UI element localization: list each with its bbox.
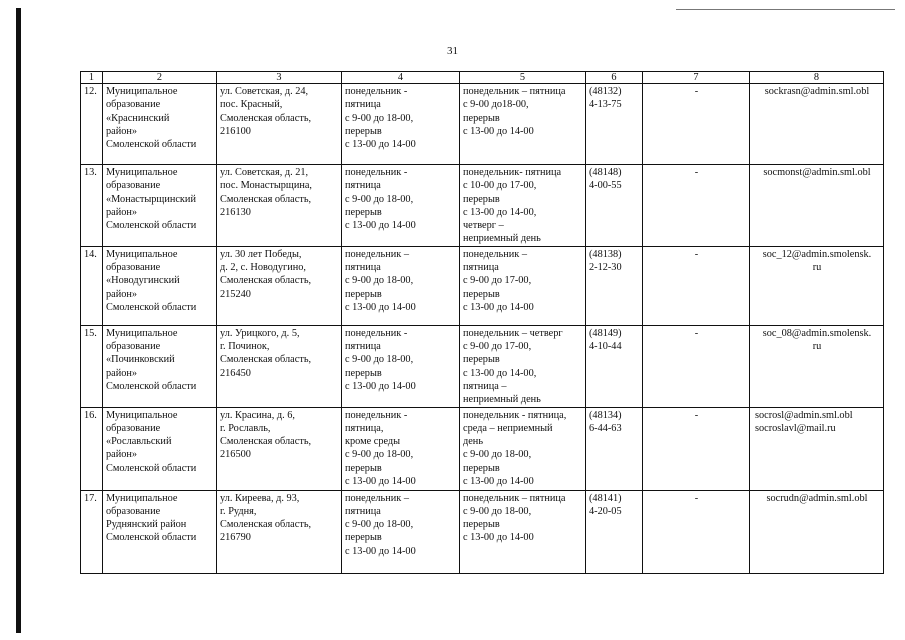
address-cell-line: ул. Советская, д. 21, [220,167,309,178]
phone-cell-line: 4-13-75 [589,99,622,111]
organization-cell-line: район» [106,367,138,379]
address-cell-line: Смоленская область, [220,112,312,124]
work-hours-cell-line: кроме среды [345,436,401,448]
table-row [81,325,884,407]
work-hours-cell-line: понедельник - [345,167,408,178]
column-7-cell: - [643,165,750,247]
reception-hours-cell-line: понедельник – четверг [463,327,563,339]
reception-hours-cell-line: с 13-00 до 14-00, [463,206,537,218]
row-number: 17. [81,490,103,573]
address-cell-line: ул. Урицкого, д. 5, [220,327,300,339]
table-row [81,407,884,490]
reception-hours-cell [460,407,586,490]
email-cell-line: soc_12@admin.smolensk. [762,248,872,260]
email-cell-line: socmonst@admin.sml.obl [763,167,871,178]
organization-cell-line: район» [106,288,138,300]
organization-cell [103,246,217,325]
work-hours-cell [342,407,460,490]
organization-cell-line: Муниципальное [106,327,178,339]
table-row [81,165,884,247]
column-number: 3 [217,72,342,84]
organization-cell-line: образование [106,180,161,192]
phone-cell [586,325,643,407]
phone-cell [586,84,643,165]
address-cell-line: Смоленская область, [220,436,312,448]
organization-cell-line: образование [106,262,161,274]
column-number: 6 [586,72,643,84]
work-hours-cell-line: с 13-00 до 14-00 [345,301,416,313]
row-number: 15. [81,325,103,407]
phone-cell-line: 4-20-05 [589,505,622,517]
organization-cell-line: «Новодугинский [106,275,180,287]
organization-cell-line: образование [106,505,161,517]
reception-hours-cell-line: с 9-00 до 18-00, [463,505,532,517]
phone-cell-line: (48149) [589,327,622,339]
organization-cell-line: Руднянский район [106,519,187,531]
organization-cell-line: Муниципальное [106,167,178,178]
organization-cell-line: район» [106,206,138,218]
phone-cell-line: (48138) [589,248,622,260]
address-cell-line: 216450 [220,367,251,379]
phone-cell-line: (48148) [589,167,622,178]
work-hours-cell-line: с 13-00 до 14-00 [345,139,416,151]
reception-hours-cell-line: неприемный день [463,394,541,406]
reception-hours-cell-line: с 13-00 до 14-00 [463,301,534,313]
work-hours-cell-line: с 9-00 до 18-00, [345,449,414,461]
reception-hours-cell-line: понедельник - пятница, [463,409,567,421]
work-hours-cell-line: перерыв [345,288,382,300]
email-cell [750,325,884,407]
email-cell [750,490,884,573]
address-cell-line: Смоленская область, [220,193,312,205]
organization-cell [103,84,217,165]
phone-cell-line: 4-00-55 [589,180,622,192]
reception-hours-cell-line: понедельник- пятница [463,167,562,178]
address-cell-line: 216790 [220,532,251,544]
address-cell [217,84,342,165]
address-cell [217,246,342,325]
work-hours-cell-line: с 9-00 до 18-00, [345,275,414,287]
work-hours-cell-line: с 13-00 до 14-00 [345,380,416,392]
address-cell-line: г. Рудня, [220,505,257,517]
address-cell-line: ул. Киреева, д. 93, [220,492,300,504]
reception-hours-cell-line: неприемный день [463,233,541,245]
reception-hours-cell [460,325,586,407]
work-hours-cell-line: с 9-00 до 18-00, [345,519,414,531]
email-cell [750,165,884,247]
organization-cell [103,407,217,490]
organization-cell-line: образование [106,99,161,111]
column-7-cell: - [643,246,750,325]
work-hours-cell-line: понедельник – [345,492,409,504]
work-hours-cell-line: пятница [345,262,381,274]
phone-cell-line: (48134) [589,409,622,421]
table-row [81,84,884,165]
organization-cell-line: Смоленской области [106,380,197,392]
work-hours-cell-line: пятница [345,99,381,111]
organization-cell-line: Муниципальное [106,492,178,504]
work-hours-cell [342,165,460,247]
email-cell-line: socroslavl@mail.ru [755,422,836,434]
address-cell [217,165,342,247]
column-number: 5 [460,72,586,84]
organization-cell-line: район» [106,449,138,461]
address-cell-line: 216100 [220,125,251,137]
work-hours-cell-line: пятница, [345,422,384,434]
column-7-cell: - [643,84,750,165]
organization-cell-line: Смоленской области [106,462,197,474]
reception-hours-cell-line: перерыв [463,112,500,124]
email-cell [750,246,884,325]
reception-hours-cell-line: перерыв [463,519,500,531]
phone-cell-line: 2-12-30 [589,262,622,274]
column-number: 2 [103,72,217,84]
email-cell [750,84,884,165]
reception-hours-cell-line: среда – неприемный [463,422,553,434]
organization-cell-line: Муниципальное [106,409,178,421]
organization-cell-line: «Краснинский [106,112,170,124]
column-number: 8 [750,72,884,84]
organization-cell-line: Смоленской области [106,301,197,313]
organization-cell-line: образование [106,422,161,434]
work-hours-cell [342,490,460,573]
header-rule [676,9,895,10]
phone-cell-line: (48132) [589,86,622,97]
address-cell-line: ул. Красина, д. 6, [220,409,295,421]
reception-hours-cell-line: с 9-00 до 17-00, [463,341,532,353]
work-hours-cell-line: понедельник – [345,248,409,260]
phone-cell [586,490,643,573]
work-hours-cell [342,84,460,165]
address-cell-line: Смоленская область, [220,519,312,531]
reception-hours-cell-line: с 13-00 до 14-00 [463,532,534,544]
reception-hours-cell-line: с 13-00 до 14-00 [463,125,534,137]
address-cell-line: пос. Монастырщина, [220,180,312,192]
work-hours-cell-line: перерыв [345,125,382,137]
column-number: 4 [342,72,460,84]
work-hours-cell-line: с 9-00 до 18-00, [345,193,414,205]
organization-cell-line: Смоленской области [106,220,197,232]
organization-cell [103,490,217,573]
work-hours-cell-line: с 9-00 до 18-00, [345,112,414,124]
email-cell-line: socrudn@admin.sml.obl [766,492,868,504]
reception-hours-cell-line: с 9-00 до 18-00, [463,449,532,461]
reception-hours-cell-line: с 9-00 до 17-00, [463,275,532,287]
table-row [81,246,884,325]
work-hours-cell-line: перерыв [345,462,382,474]
address-cell [217,490,342,573]
offices-table [80,71,884,574]
email-cell-line: sockrasn@admin.sml.obl [764,86,870,97]
row-number: 12. [81,84,103,165]
column-7-cell: - [643,325,750,407]
email-cell [750,407,884,490]
address-cell [217,325,342,407]
work-hours-cell [342,246,460,325]
address-cell-line: Смоленская область, [220,275,312,287]
work-hours-cell [342,325,460,407]
work-hours-cell-line: перерыв [345,367,382,379]
reception-hours-cell-line: с 9-00 до18-00, [463,99,529,111]
column-number-row [81,72,884,84]
reception-hours-cell-line: понедельник – пятница [463,492,566,504]
address-cell-line: пос. Красный, [220,99,283,111]
organization-cell-line: «Рославльский [106,436,172,448]
reception-hours-cell-line: пятница [463,262,499,274]
reception-hours-cell-line: перерыв [463,288,500,300]
reception-hours-cell-line: день [463,436,484,448]
organization-cell-line: Муниципальное [106,86,178,97]
organization-cell [103,325,217,407]
work-hours-cell-line: пятница [345,505,381,517]
work-hours-cell-line: понедельник - [345,86,408,97]
phone-cell-line: 4-10-44 [589,341,622,353]
reception-hours-cell-line: понедельник – пятница [463,86,566,97]
reception-hours-cell-line: с 13-00 до 14-00, [463,367,537,379]
reception-hours-cell-line: перерыв [463,354,500,366]
address-cell-line: ул. Советская, д. 24, [220,86,309,97]
phone-cell-line: 6-44-63 [589,422,622,434]
reception-hours-cell-line: перерыв [463,193,500,205]
email-cell-line: ru [812,341,822,353]
email-cell-line: soc_08@admin.smolensk. [762,327,872,339]
address-cell [217,407,342,490]
organization-cell-line: Смоленской области [106,139,197,151]
address-cell-line: ул. 30 лет Победы, [220,248,302,260]
work-hours-cell-line: пятница [345,180,381,192]
organization-cell-line: Смоленской области [106,532,197,544]
organization-cell-line: «Монастырщинский [106,193,196,205]
column-7-cell: - [643,407,750,490]
table-row [81,490,884,573]
organization-cell-line: «Починковский [106,354,175,366]
address-cell-line: 215240 [220,288,251,300]
reception-hours-cell-line: перерыв [463,462,500,474]
reception-hours-cell-line: пятница – [463,380,507,392]
organization-cell [103,165,217,247]
page-number: 31 [447,45,458,57]
work-hours-cell-line: с 13-00 до 14-00 [345,545,416,557]
row-number: 13. [81,165,103,247]
column-number: 1 [81,72,103,84]
email-cell-line: socrosl@admin.sml.obl [755,409,853,421]
row-number: 16. [81,407,103,490]
reception-hours-cell [460,490,586,573]
address-cell-line: г. Починок, [220,341,270,353]
work-hours-cell-line: перерыв [345,206,382,218]
organization-cell-line: район» [106,125,138,137]
work-hours-cell-line: пятница [345,341,381,353]
address-cell-line: г. Рославль, [220,422,271,434]
reception-hours-cell [460,246,586,325]
address-cell-line: 216500 [220,449,251,461]
reception-hours-cell-line: с 10-00 до 17-00, [463,180,537,192]
work-hours-cell-line: с 13-00 до 14-00 [345,476,416,488]
phone-cell [586,407,643,490]
reception-hours-cell-line: с 13-00 до 14-00 [463,476,534,488]
work-hours-cell-line: понедельник - [345,409,408,421]
column-7-cell: - [643,490,750,573]
reception-hours-cell-line: понедельник – [463,248,527,260]
reception-hours-cell-line: четверг – [463,220,504,232]
reception-hours-cell [460,165,586,247]
row-number: 14. [81,246,103,325]
phone-cell [586,165,643,247]
address-cell-line: д. 2, с. Новодугино, [220,262,306,274]
organization-cell-line: образование [106,341,161,353]
scan-left-edge [16,8,21,633]
column-number: 7 [643,72,750,84]
work-hours-cell-line: с 9-00 до 18-00, [345,354,414,366]
reception-hours-cell [460,84,586,165]
email-cell-line: ru [812,262,822,274]
address-cell-line: Смоленская область, [220,354,312,366]
work-hours-cell-line: с 13-00 до 14-00 [345,220,416,232]
phone-cell-line: (48141) [589,492,622,504]
work-hours-cell-line: понедельник - [345,327,408,339]
organization-cell-line: Муниципальное [106,248,178,260]
address-cell-line: 216130 [220,206,251,218]
phone-cell [586,246,643,325]
work-hours-cell-line: перерыв [345,532,382,544]
